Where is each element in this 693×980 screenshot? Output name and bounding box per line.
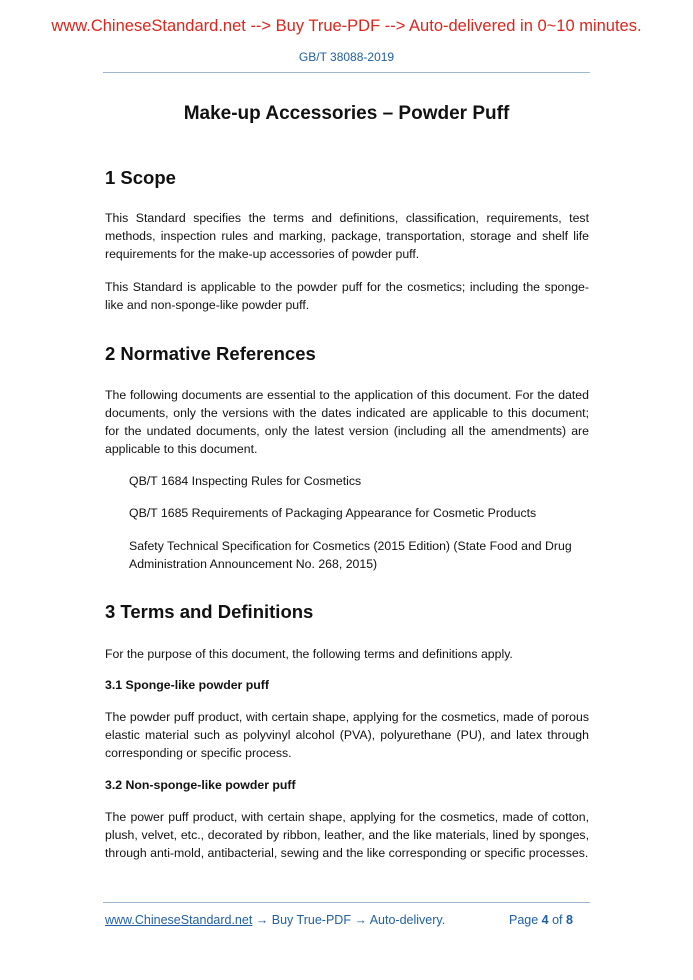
footer-auto-text: Auto-delivery. xyxy=(369,913,446,927)
section-heading-scope: 1 Scope xyxy=(105,167,176,188)
of-word: of xyxy=(548,913,566,927)
term-heading-non-sponge: 3.2 Non-sponge-like powder puff xyxy=(105,778,296,792)
section-heading-terms: 3 Terms and Definitions xyxy=(105,601,314,622)
term-body-non-sponge: The power puff product, with certain shape, applying for the cosmetics, made of cotton, plush, velvet, etc., decorated by ribbon, leather, and the like materials, lined by sponges, through anti-mold, antibacterial, sewing and the like corresponding or specific processes. xyxy=(105,810,589,860)
reference-item: QB/T 1684 Inspecting Rules for Cosmetics xyxy=(129,474,362,488)
promo-banner[interactable]: www.ChineseStandard.net --> Buy True-PDF --> Auto-delivered in 0~10 minutes. xyxy=(51,17,642,35)
footer-arrow: → xyxy=(350,913,370,927)
footer-arrow: → xyxy=(252,913,272,927)
page-current: 4 xyxy=(541,913,549,927)
footer-divider xyxy=(103,902,590,903)
terms-intro: For the purpose of this document, the following terms and definitions apply. xyxy=(105,647,513,661)
scope-paragraph-2: This Standard is applicable to the powder puff for the cosmetics; including the sponge-like and non-sponge-like powder puff. xyxy=(105,280,589,312)
page-word: Page xyxy=(509,913,542,927)
header-divider xyxy=(103,72,590,73)
footer-buy-text: Buy True-PDF xyxy=(271,913,351,927)
reference-item: Safety Technical Specification for Cosmetics (2015 Edition) (State Food and Drug Administration Announcement No. 268, 2015) xyxy=(129,539,572,571)
standard-code: GB/T 38088-2019 xyxy=(298,50,395,64)
page-title: Make-up Accessories – Powder Puff xyxy=(183,103,510,124)
scope-paragraph-1: This Standard specifies the terms and definitions, classification, requirements, test methods, inspection rules and marking, package, transportation, storage and shelf life requirements for the make-up accessories of powder puff. xyxy=(105,211,589,261)
footer-site-link[interactable]: www.ChineseStandard.net xyxy=(105,913,253,927)
section-heading-normative: 2 Normative References xyxy=(105,343,316,364)
term-heading-sponge: 3.1 Sponge-like powder puff xyxy=(105,678,269,692)
term-body-sponge: The powder puff product, with certain shape, applying for the cosmetics, made of porous elastic material such as polyvinyl alcohol (PVA), polyurethane (PU), and latex through corresponding or specific process. xyxy=(105,710,589,760)
normative-paragraph: The following documents are essential to the application of this document. For the dated documents, only the versions with the dates indicated are applicable to this document; for the undated documents, only the latest version (including all the amendments) are applicable to this document. xyxy=(105,388,589,456)
page-indicator xyxy=(509,913,573,927)
footer-links xyxy=(105,913,445,927)
reference-item: QB/T 1685 Requirements of Packaging Appearance for Cosmetic Products xyxy=(129,506,537,520)
page-total: 8 xyxy=(566,913,573,927)
